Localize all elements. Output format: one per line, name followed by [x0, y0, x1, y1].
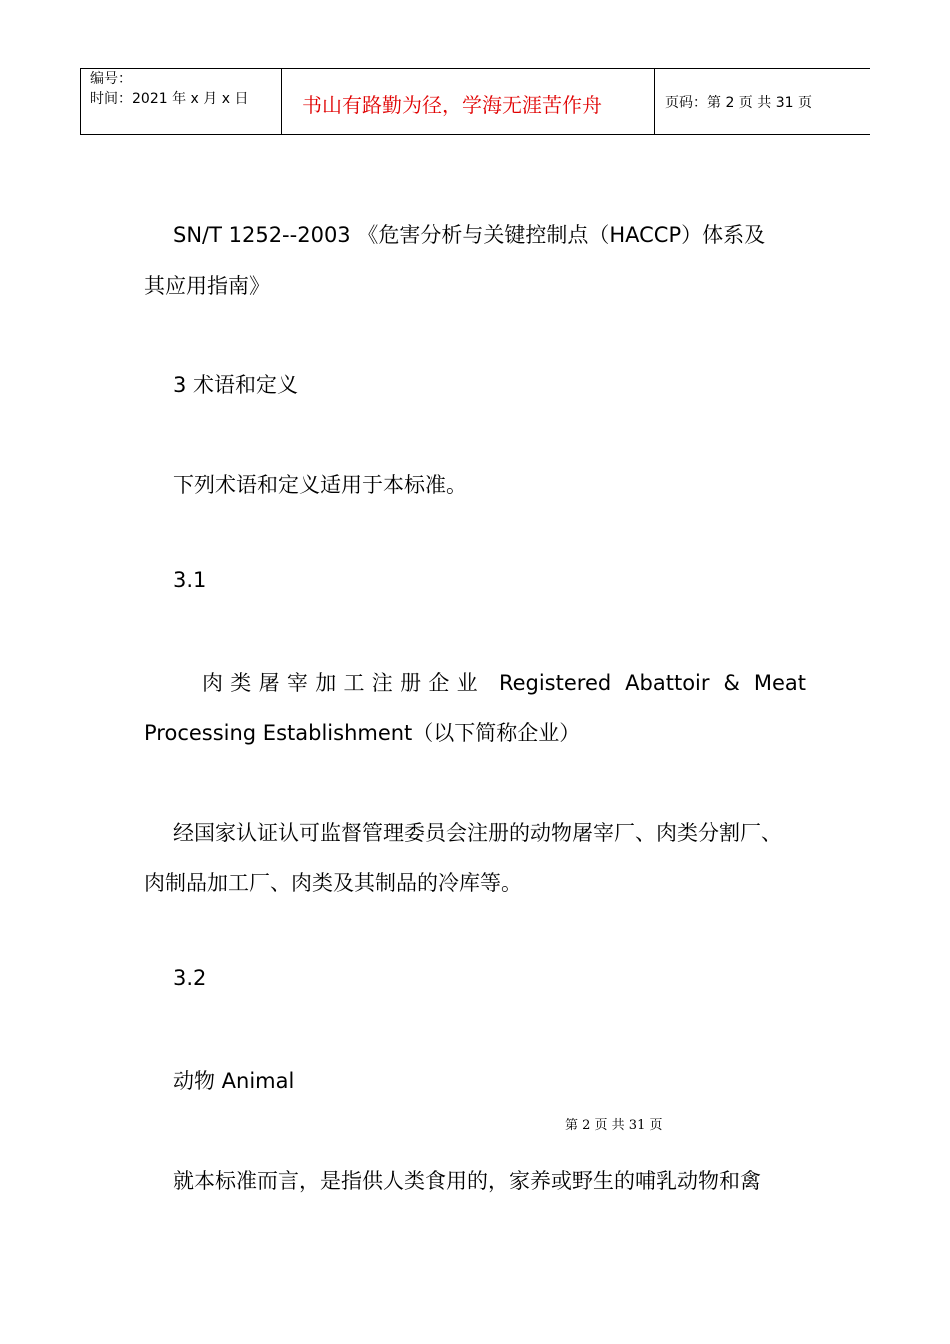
page-footer: 第 2 页 共 31 页 [565, 1118, 663, 1133]
section-3-1-number: 3.1 [173, 568, 207, 592]
header-info-cell [81, 69, 282, 134]
section-3-2-number: 3.2 [173, 966, 207, 990]
header-page-cell [655, 69, 871, 134]
section-3-2-term: 动物 Animal [173, 1069, 295, 1093]
section-3-intro: 下列术语和定义适用于本标准。 [173, 473, 467, 497]
motto-text: 书山有路勤为径，学海无涯苦作舟 [302, 93, 602, 117]
section-3-1-term-line-1: 肉类屠宰加工注册企业 Registered Abattoir & Meat [202, 671, 806, 695]
section-3-title: 3 术语和定义 [173, 373, 299, 397]
header-table [80, 68, 870, 135]
number-label: 编号： [90, 71, 132, 87]
section-3-1-term-line-2: Processing Establishment（以下简称企业） [144, 721, 581, 745]
reference-line-1: SN/T 1252--2003 《危害分析与关键控制点（HACCP）体系及 [173, 223, 766, 247]
header-motto-cell [282, 69, 655, 134]
time-label: 时间：2021 年 x 月 x 日 [90, 91, 249, 107]
section-3-2-definition-line-1: 就本标准而言，是指供人类食用的，家养或野生的哺乳动物和禽 [173, 1169, 761, 1193]
page-label: 页码：第 2 页 共 31 页 [665, 95, 812, 111]
reference-line-2: 其应用指南》 [144, 274, 270, 298]
section-3-1-definition-line-2: 肉制品加工厂、肉类及其制品的冷库等。 [144, 871, 522, 895]
section-3-1-definition-line-1: 经国家认证认可监督管理委员会注册的动物屠宰厂、肉类分割厂、 [173, 821, 782, 845]
